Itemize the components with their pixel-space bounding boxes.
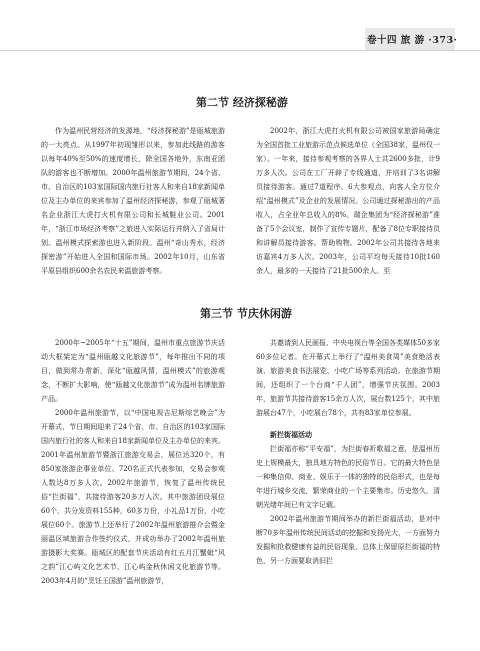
section3-right-column <box>256 336 440 568</box>
section-title-festival: 第三节 节庆休闲游 <box>200 307 292 320</box>
paragraph: 作为温州民营经济的发源地，“经济探秘游”是瓯城旅游的一大亮点。从1997年初现雏形以来，参加此线路的游客以每年40%至50%的速度增长，除全国各地外，东南亚团队的游客也不断增加。2000年温州旅游节期间，24个省、市、自治区的103家国际国内旅行社客人和来自18家新闻单位及主办单位的来宾参加了温州经济探秘游，参观了瓯城著名企业浙江大虎打火机有限公司和长城鞋业公司。2001年，“浙江市场经济考察”之旅进入实际运行并纳入了省局计划。温州模式探索游也进入新阶段。温州“奇山秀水，经济探密游”开始进入全国和国际市场。2002年10月，山东省平原县组织600余名农民来温旅游考察。 <box>41 127 225 275</box>
subheading-new-lanjiefu: 新拦街福活动 <box>270 430 312 439</box>
paragraph: 共邀请到人民画报、中央电视台等全国各类媒体50多家60多位记者。在开幕式上举行了“温州美食周”美食绝活表演、旅游美食书法展览、小吃广场等系列活动。在旅游节期间，还组织了一个台商“千人团”，增强节庆氛围。2003年，旅游节共接待游客15余万人次，展台数125个，其中旅游展台47个，小吃展台78个，共有83家单位参展。 <box>256 339 440 417</box>
paragraph: 2000年温州旅游节，以“中国电视吉尼斯综艺晚会”为开幕式，节日期间迎来了24个省、市、自治区的103家国际国内旅行社的客人和来自18家新闻单位及主办单位的来宾。2001年温州旅游节暨浙江旅游交易会，展位达320个，有850家旅游企事业单位、720名正式代表参加，交易会参观人数达8万多人次。2002年旅游节，恢复了温州传统民俗“拦街福”，共接待游客20多万人次。其中旅游团设展位60个，共分发资料155种，60多万份，小礼品1万份，小吃展位60个。旅游节上还举行了2002年温州旅游推介会暨金丽温区域旅游合作签约仪式，并成功举办了2002年温州旅游摄影大奖赛。瓯城区的配套节庆活动有红五月江蟹蜓“风之韵”江心屿文化艺术节、江心屿金秋休闲文化旅游节等。2003年4月的“烹饪王国游”温州旅游节， <box>41 409 225 585</box>
running-header: 卷十四 旅 游 ·373· <box>367 35 458 46</box>
header-rule <box>0 50 480 51</box>
section2-right-column <box>256 124 440 278</box>
paragraph: 2002年温州旅游节期间举办的新拦街福活动，是对中断70多年温州传统民间活动的挖掘和发扬光大，一方面努力发掘和抢救健康有益的民俗现象，总体上保留原拦街福的特色，另一方面要取消旧拦 <box>256 515 440 565</box>
page-header <box>0 28 480 50</box>
section-title-economic: 第二节 经济探秘游 <box>196 96 288 109</box>
section3-left-column <box>41 336 225 588</box>
paragraph: 2002年，浙江大虎打火机有限公司被国家旅游局确定为全国首批工业旅游示范点候选单位（全国38家，温州仅一家）。一年来，接待参观考察的各界人士共2600多批，计9万多人次。公司在工厂开辟了专线通道，并培训了3名讲解员接待游客。通过7道程序、6大参观点，向客人全方位介绍“温州模式”及企业的发展情况。公司通过探秘游出的产品收入，占全业年总收入的8%。瑞企集团为“经济探秘游”准备了5个会议室，制作了宣传专题片，配备了8位专职接待员和讲解员接待游客。帮助购物。2002年公司共接待各地来访嘉宾4万多人次。2003年，公司平均每天接待10批160余人，最多的一天接待了21批500余人。至 <box>256 127 440 275</box>
paragraph: 拦街福亦称“平安福”，为拦街春祈歌福之意，是温州历史上规模最大，独具地方特色的民俗节日。它的最大特色是一种集信仰、商业、娱乐于一体的独特的民俗形式，也是每年进行城乡交流，繁荣商业的一个主要集市。历史悠久，清朝光绪年间已有文字记载。 <box>256 445 440 509</box>
section2-left-column <box>41 124 225 278</box>
paragraph: 2000年~2005年“十五”期间，温州市重点旅游节庆活动大框架定为“温州瓯越文化旅游节”，每年推出不同的项目，做到常办常新，深化“瓯越风情，温州模式”的旅游观念，不断扩大影响，使“瓯越文化旅游节”成为温州名牌旅游产品。 <box>41 339 225 403</box>
